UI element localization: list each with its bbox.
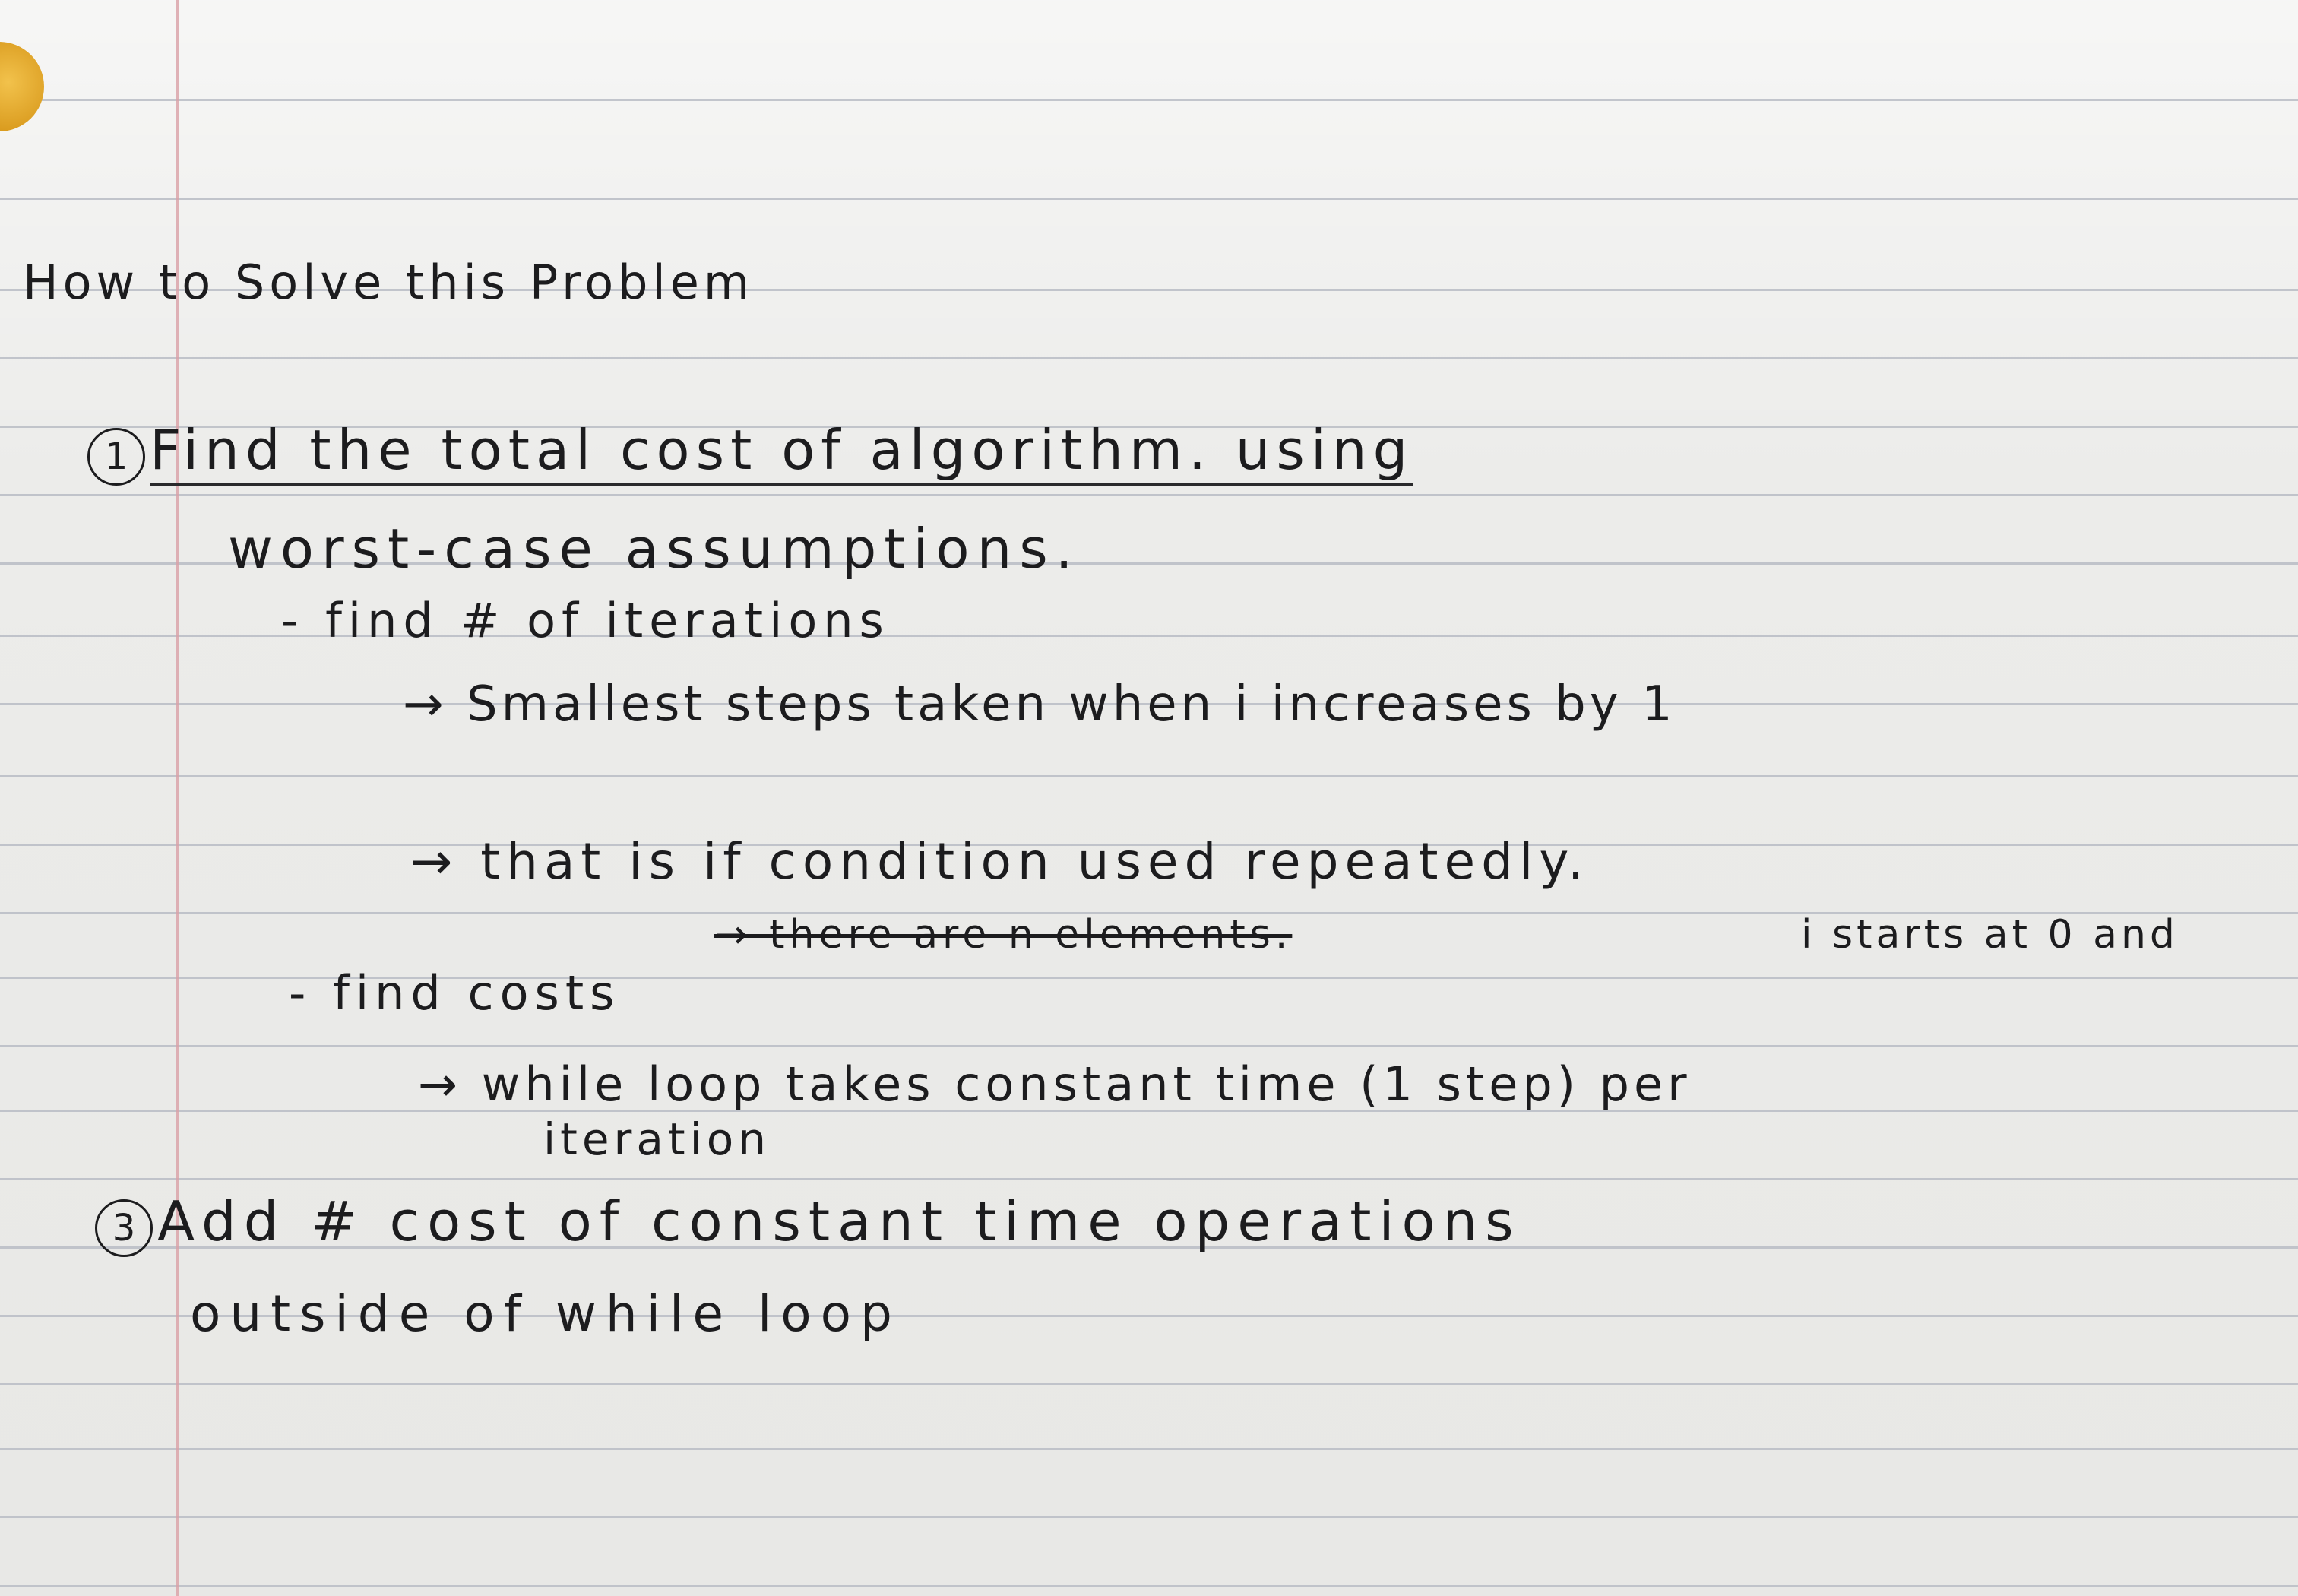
arrow-while-loop: → while loop takes constant time (1 step) per — [418, 1056, 1692, 1112]
step-2-continued: outside of while loop — [190, 1284, 901, 1343]
step-2 — [95, 1189, 1521, 1257]
arrow-smallest-steps: → Smallest steps taken when i increases by 1 — [403, 676, 1676, 733]
sub-find-iterations: - find # of iterations — [281, 593, 890, 648]
ruled-line — [0, 1448, 2298, 1450]
step-2-text: Add # cost of constant time operations — [157, 1189, 1521, 1253]
margin-line — [176, 0, 179, 1596]
ruled-line — [0, 1585, 2298, 1587]
step-1 — [87, 418, 1413, 486]
note-i-starts: i starts at 0 and — [1801, 912, 2179, 958]
step-1-number: 1 — [87, 428, 145, 486]
arrow-if-condition: → that is if condition used repeatedly. — [410, 832, 1590, 891]
ruled-line — [0, 1516, 2298, 1518]
arrow-while-loop-continued: iteration — [543, 1113, 771, 1165]
step-1-continued: worst-case assumptions. — [228, 517, 1081, 581]
ruled-line — [0, 1045, 2298, 1047]
ruled-line — [0, 494, 2298, 496]
ruled-line — [0, 1383, 2298, 1385]
ruled-line — [0, 1178, 2298, 1180]
ruled-line — [0, 198, 2298, 200]
struck-note-elements: → there are n elements. — [714, 912, 1293, 958]
ruled-line — [0, 99, 2298, 101]
ruled-line — [0, 775, 2298, 777]
ruled-line — [0, 357, 2298, 359]
step-1-text: Find the total cost of algorithm. using — [150, 418, 1413, 486]
step-2-number: 3 — [95, 1199, 153, 1257]
sub-find-costs: - find costs — [289, 965, 621, 1021]
note-title: How to Solve this Problem — [23, 255, 755, 310]
